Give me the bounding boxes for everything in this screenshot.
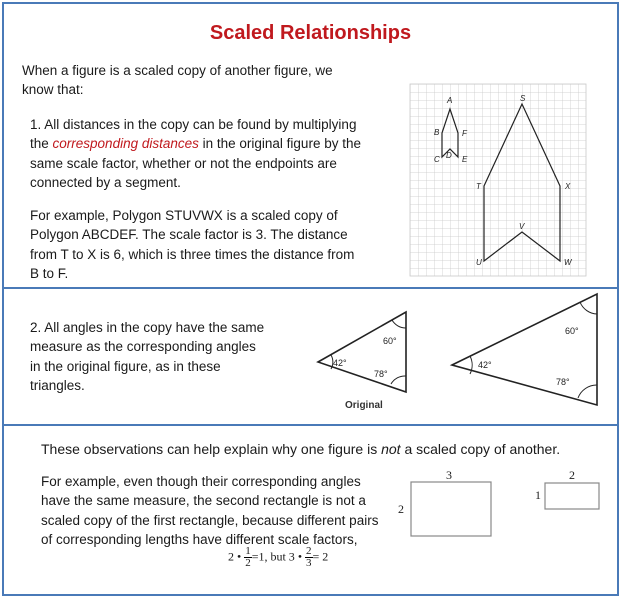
scaled-angle-arc-c: [578, 385, 597, 398]
rect2-width-label: 2: [569, 468, 575, 482]
scaled-angle-60: 60°: [565, 326, 579, 336]
scaled-angle-arc-b: [580, 302, 597, 314]
original-angle-arc-c: [391, 376, 406, 384]
label-b: B: [434, 128, 440, 137]
label-c: C: [434, 155, 440, 164]
label-u: U: [476, 258, 482, 267]
original-angle-78: 78°: [374, 369, 388, 379]
scaled-triangle: [452, 294, 597, 405]
example-2-text: For example, even though their corresponding angles have the same measure, the second rectangle is not a scaled copy of the first rectangle, because different pairs of corresponding lengths have different scale factors,: [41, 474, 379, 547]
scaled-angle-arc-a: [470, 356, 472, 374]
example-1-text: For example, Polygon STUVWX is a scaled copy of Polygon ABCDEF. The scale factor is 3. The distance from T to X is 6, which is three times the distance from B to F.: [30, 208, 355, 281]
label-v: V: [519, 222, 525, 231]
original-angle-60: 60°: [383, 336, 397, 346]
original-triangle: [318, 312, 406, 392]
label-t: T: [476, 182, 481, 191]
label-x: X: [565, 182, 571, 191]
fraction-two-thirds: $\frac{2}{3}$: [306, 545, 312, 569]
label-a: A: [447, 96, 453, 105]
point-2-text: 2. All angles in the copy have the same measure as the corresponding angles in the original figure, as in these triangles.: [30, 320, 265, 393]
point-1-text: 1. All distances in the copy can be found by multiplying the corresponding distances in the original figure by the same scale factor, whether or not the endpoints are connected by a segment.: [30, 117, 361, 190]
rectangle-1: [411, 482, 491, 536]
rectangle-2: [545, 483, 599, 509]
original-angle-arc-b: [392, 320, 406, 328]
rect2-height-label: 1: [535, 488, 541, 502]
scaled-angle-78: 78°: [556, 377, 570, 387]
scale-factor-math: 2 • $\frac{1}{2}$ =1, but 3 • $\frac{2}{3}$ = 2: [228, 545, 329, 569]
fraction-one-half: $\frac{1}{2}$: [245, 545, 251, 569]
label-f: F: [462, 129, 467, 138]
rect1-height-label: 2: [398, 502, 404, 516]
original-angle-42: 42°: [333, 358, 347, 368]
page-title: Scaled Relationships: [209, 22, 412, 44]
observation-text: These observations can help explain why one figure is not a scaled copy of another.: [41, 441, 561, 457]
label-d: D: [446, 151, 452, 160]
label-s: S: [520, 94, 526, 103]
original-label: Original: [345, 400, 383, 411]
label-w: W: [564, 258, 572, 267]
corresponding-distances-highlight: corresponding distances: [52, 136, 199, 152]
label-e: E: [462, 155, 468, 164]
rect1-width-label: 3: [446, 468, 452, 482]
intro-text: When a figure is a scaled copy of another figure, we know that:: [22, 63, 333, 98]
scaled-angle-42: 42°: [478, 360, 492, 370]
